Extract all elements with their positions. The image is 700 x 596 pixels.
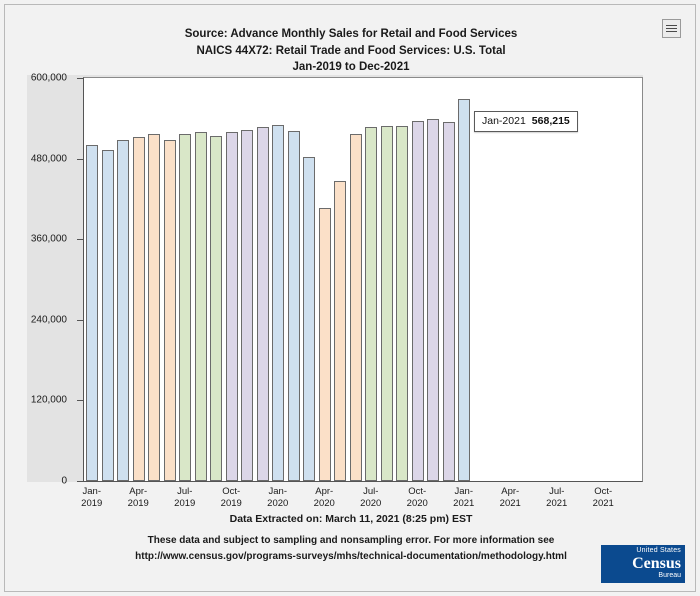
bar[interactable]: [195, 132, 207, 481]
bar[interactable]: [288, 131, 300, 481]
bar[interactable]: [443, 122, 455, 481]
bar[interactable]: [148, 134, 160, 481]
y-axis-tick-mark: [77, 481, 83, 482]
footer-note-line-1: These data and subject to sampling and nonsampling error. For more information see: [147, 535, 555, 546]
y-axis-tick-mark: [77, 159, 83, 160]
y-axis-tick-mark: [77, 320, 83, 321]
footer-note: [5, 533, 697, 565]
x-axis-tick-label: Apr- 2019: [127, 486, 149, 509]
x-axis-tick-label: Jul- 2019: [174, 486, 196, 509]
bar[interactable]: [458, 99, 470, 481]
bar[interactable]: [117, 140, 129, 481]
bar[interactable]: [334, 181, 346, 481]
bar[interactable]: [226, 132, 238, 481]
y-axis-tick-label: 120,000: [30, 394, 67, 406]
y-axis-tick-mark: [77, 400, 83, 401]
y-axis-tick-label: 0: [61, 475, 67, 487]
x-axis-tick-label: Oct- 2019: [220, 486, 242, 509]
bar[interactable]: [86, 145, 98, 481]
bar[interactable]: [412, 121, 424, 481]
y-axis-tick-mark: [77, 78, 83, 79]
bar[interactable]: [427, 119, 439, 481]
bar[interactable]: [257, 127, 269, 481]
footer-note-line-2: http://www.census.gov/programs-surveys/mhs/technical-documentation/methodology.html: [135, 551, 567, 562]
data-point-tooltip: [474, 111, 578, 132]
x-axis-tick-label: Apr- 2021: [499, 486, 521, 509]
y-axis-tick-label: 360,000: [30, 233, 67, 245]
x-axis-tick-label: Jul- 2020: [360, 486, 382, 509]
tooltip-label: Jan-2021: [482, 115, 526, 127]
chart-title-line-2: NAICS 44X72: Retail Trade and Food Services: U.S. Total: [196, 44, 506, 57]
y-axis-tick-label: 240,000: [30, 314, 67, 326]
bar[interactable]: [365, 127, 377, 481]
x-axis-tick-label: Jul- 2021: [546, 486, 568, 509]
chart-title-line-1: Source: Advance Monthly Sales for Retail and Food Services: [184, 28, 518, 40]
bar[interactable]: [319, 208, 331, 481]
bar-series: [84, 78, 642, 481]
logo-line-2: Census: [632, 555, 681, 572]
x-axis-tick-label: Jan- 2020: [267, 486, 289, 509]
y-axis-tick-mark: [77, 239, 83, 240]
chart-frame: [4, 4, 696, 592]
bar[interactable]: [179, 134, 191, 481]
bar[interactable]: [303, 157, 315, 481]
x-axis: [5, 486, 697, 516]
chart-title-line-3: Jan-2019 to Dec-2021: [292, 61, 410, 73]
logo-line-1: United States: [636, 547, 681, 554]
bar[interactable]: [133, 137, 145, 481]
bar[interactable]: [396, 126, 408, 481]
bar[interactable]: [272, 125, 284, 481]
bar[interactable]: [102, 150, 114, 481]
x-axis-tick-label: Jan- 2021: [453, 486, 475, 509]
bar[interactable]: [241, 130, 253, 481]
logo-line-3: Bureau: [658, 572, 681, 579]
census-bureau-logo: [601, 545, 685, 583]
y-axis-tick-label: 600,000: [30, 72, 67, 84]
chart-title: [5, 26, 697, 76]
y-axis-tick-label: 480,000: [30, 153, 67, 165]
bar[interactable]: [164, 140, 176, 481]
tooltip-value: 568,215: [531, 115, 570, 127]
data-extracted-note: Data Extracted on: March 11, 2021 (8:25 pm) EST: [229, 513, 473, 525]
x-axis-tick-label: Jan- 2019: [81, 486, 103, 509]
bar[interactable]: [381, 126, 393, 481]
bar[interactable]: [350, 134, 362, 481]
x-axis-tick-label: Oct- 2021: [592, 486, 614, 509]
x-axis-tick-label: Oct- 2020: [406, 486, 428, 509]
x-axis-tick-label: Apr- 2020: [313, 486, 335, 509]
bar[interactable]: [210, 136, 222, 481]
